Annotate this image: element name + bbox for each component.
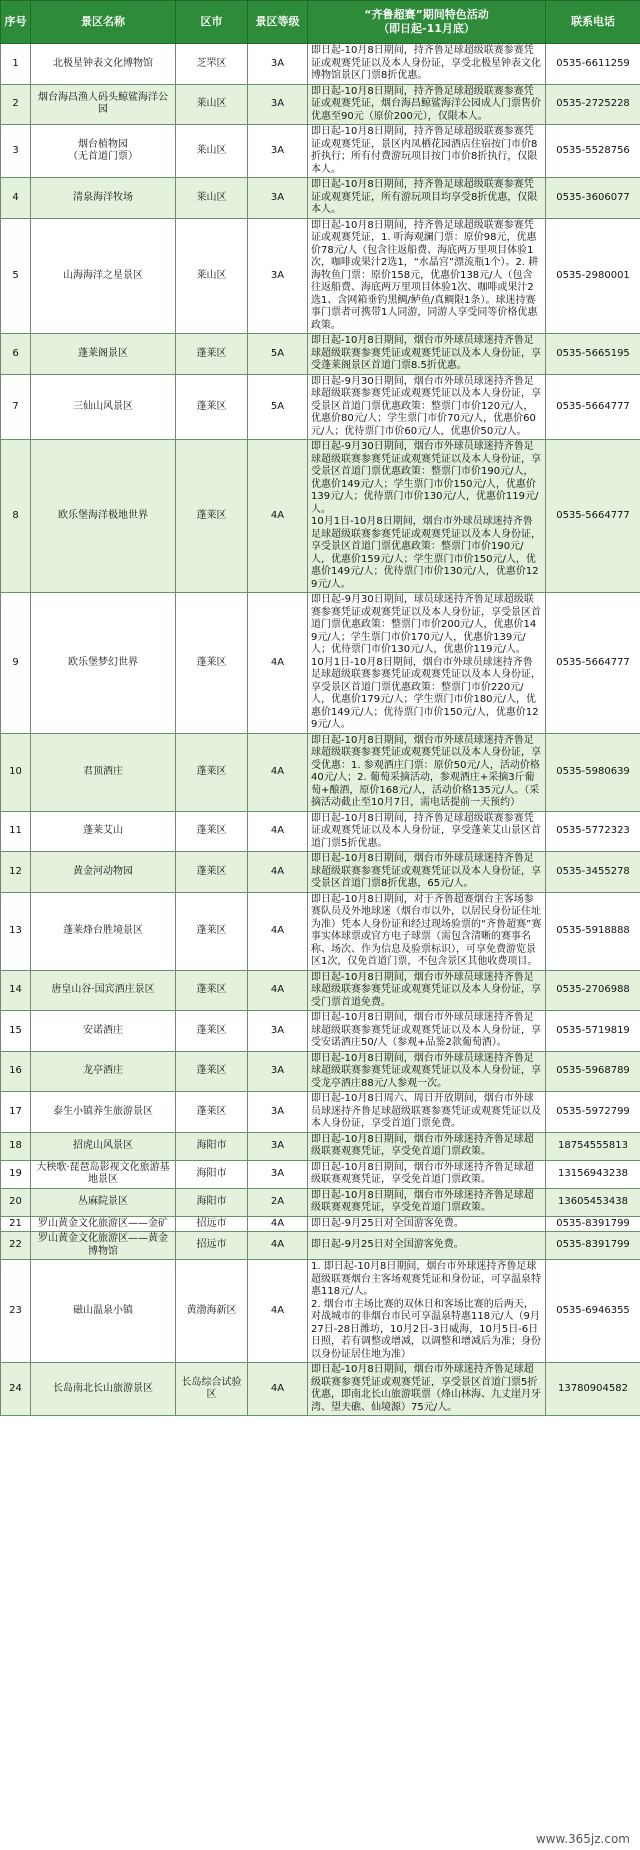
scenic-level: 5A [248, 374, 308, 440]
district: 莱山区 [176, 125, 248, 178]
district: 莱山区 [176, 84, 248, 125]
activity-description: 即日起-10月8日期间，烟台市外球员球迷持齐鲁足球超级联赛参赛凭证或观赛凭证以及本人身份证，享受优惠：1. 参观酒庄门票：原价50元/人，活动价格40元/人；2. 葡萄采摘活动，参观酒庄+采摘3斤葡萄+酿酒，原价168元/人，活动价格135元/人。（采摘活动截止至10月7日，需电话提前一天预约） [308, 733, 546, 811]
scenic-name: 欧乐堡梦幻世界 [31, 593, 176, 734]
scenic-name: 罗山黄金文化旅游区——金矿 [31, 1216, 176, 1232]
activity-description: 即日起-10月8日期间，烟台市外球迷持齐鲁足球超级联赛观赛凭证，享受免首道门票政策。 [308, 1132, 546, 1160]
table-row [1, 1160, 640, 1188]
district: 招远市 [176, 1216, 248, 1232]
activity-description: 即日起-10月8日期间，烟台市外球员球迷持齐鲁足球超级联赛参赛凭证或观赛凭证以及本人身份证，享受景区首道门票8折优惠，65元/人。 [308, 852, 546, 893]
activity-description: 1. 即日起-10月8日期间，烟台市外球迷持齐鲁足球超级联赛烟台主客场观赛凭证和身份证，可享温泉特惠118元/人。 2. 烟台市主场比赛的双休日和客场比赛的后两天，对战城市的非烟台市民可享温泉特惠118元/人（9月27日-28日潍坊，10月2日-3日威海，10月5日-6日日照，若有调整或增减，以调整和增减后为准；身份以身份证居住地为准） [308, 1260, 546, 1363]
table-row [1, 733, 640, 811]
row-number: 16 [1, 1051, 31, 1092]
district: 蓬莱区 [176, 1092, 248, 1133]
activity-description: 即日起-10月8日期间，持齐鲁足球超级联赛参赛凭证或观赛凭证，所有游玩项目均享受8折优惠，仅限本人。 [308, 178, 546, 219]
activity-description: 即日起-10月8日周六、周日开放期间，烟台市外球员球迷持齐鲁足球超级联赛参赛凭证或观赛凭证以及本人身份证，享受首道门票免费。 [308, 1092, 546, 1133]
district: 黄渤海新区 [176, 1260, 248, 1363]
scenic-level: 4A [248, 1216, 308, 1232]
contact-phone: 18754555813 [546, 1132, 640, 1160]
scenic-level: 5A [248, 334, 308, 375]
table-row [1, 892, 640, 970]
district: 蓬莱区 [176, 1051, 248, 1092]
header-activity [308, 1, 546, 44]
table-row [1, 1051, 640, 1092]
district: 海阳市 [176, 1160, 248, 1188]
scenic-name: 罗山黄金文化旅游区——黄金博物馆 [31, 1232, 176, 1260]
district: 蓬莱区 [176, 811, 248, 852]
scenic-level: 3A [248, 44, 308, 85]
activity-description: 即日起-9月25日对全国游客免费。 [308, 1216, 546, 1232]
header-phone: 联系电话 [546, 1, 640, 44]
row-number: 17 [1, 1092, 31, 1133]
activity-description: 即日起-10月8日期间，对于齐鲁超赛烟台主客场参赛队员及外地球迷（烟台市以外，以居民身份证住址为准）凭本人身份证和经过现场验票的“齐鲁超赛”赛事实体球票或官方电子球票（需包含清晰的赛事名称、场次、作为信息及验票标识），可享免费游览景区1次，仅免首道门票，不包含景区其他收费项目。 [308, 892, 546, 970]
district: 蓬莱区 [176, 970, 248, 1011]
activity-description: 即日起-10月8日期间，烟台市外球迷持齐鲁足球超级联赛观赛凭证，享受免首道门票政策。 [308, 1160, 546, 1188]
table-header [1, 1, 640, 44]
scenic-level: 3A [248, 1051, 308, 1092]
activity-description: 即日起-9月30日期间，球员球迷持齐鲁足球超级联赛参赛凭证或观赛凭证以及本人身份证，享受景区首道门票优惠政策：整票门市价200元/人，优惠价149元/人；学生票门市价170元/人，优惠价139元/人；优待票门市价130元/人，优惠价119元/人。 10月1日-10月8日期间，烟台市外球员球迷持齐鲁足球超级联赛参赛凭证或观赛凭证以及本人身份证，享受景区首道门票优惠政策：整票门市价220元/人，优惠价179元/人；学生票门市价180元/人，优惠价149元/人；优待票门市价150元/人，优惠价129元/人。 [308, 593, 546, 734]
table-row [1, 1232, 640, 1260]
scenic-level: 4A [248, 1363, 308, 1416]
district: 蓬莱区 [176, 892, 248, 970]
district: 蓬莱区 [176, 440, 248, 593]
contact-phone: 0535-6611259 [546, 44, 640, 85]
scenic-level: 4A [248, 970, 308, 1011]
table-row [1, 334, 640, 375]
scenic-level: 4A [248, 593, 308, 734]
activity-description: 即日起-10月8日期间，持齐鲁足球超级联赛参赛凭证或观赛凭证以及本人身份证，享受蓬莱艾山景区首道门票5折优惠。 [308, 811, 546, 852]
row-number: 3 [1, 125, 31, 178]
contact-phone: 0535-8391799 [546, 1232, 640, 1260]
row-number: 2 [1, 84, 31, 125]
row-number: 19 [1, 1160, 31, 1188]
district: 招远市 [176, 1232, 248, 1260]
row-number: 7 [1, 374, 31, 440]
activity-description: 即日起-10月8日期间，持齐鲁足球超级联赛参赛凭证或观赛凭证，烟台海昌鲸鲨海洋公园成人门票售价优惠至90元（原价200元），仅限本人。 [308, 84, 546, 125]
row-number: 9 [1, 593, 31, 734]
activity-description: 即日起-9月25日对全国游客免费。 [308, 1232, 546, 1260]
scenic-level: 3A [248, 1132, 308, 1160]
row-number: 13 [1, 892, 31, 970]
row-number: 6 [1, 334, 31, 375]
row-number: 23 [1, 1260, 31, 1363]
table-row [1, 218, 640, 334]
scenic-name: 君顶酒庄 [31, 733, 176, 811]
scenic-name: 安诺酒庄 [31, 1011, 176, 1052]
scenic-name: 泰生小镇养生旅游景区 [31, 1092, 176, 1133]
activity-description: 即日起-10月8日期间，烟台市外球员球迷持齐鲁足球超级联赛参赛凭证或观赛凭证以及本人身份证，享受蓬莱阁景区首道门票8.5折优惠。 [308, 334, 546, 375]
contact-phone: 0535-5664777 [546, 440, 640, 593]
row-number: 4 [1, 178, 31, 219]
district: 蓬莱区 [176, 852, 248, 893]
scenic-level: 4A [248, 892, 308, 970]
row-number: 24 [1, 1363, 31, 1416]
contact-phone: 0535-3455278 [546, 852, 640, 893]
scenic-level: 3A [248, 1160, 308, 1188]
table-row [1, 44, 640, 85]
table-row [1, 178, 640, 219]
header-level: 景区等级 [248, 1, 308, 44]
header-area: 区市 [176, 1, 248, 44]
scenic-name: 唐皇山谷·国宾酒庄景区 [31, 970, 176, 1011]
table-row [1, 852, 640, 893]
row-number: 21 [1, 1216, 31, 1232]
activity-description: 即日起-10月8日期间，烟台市外球员球迷持齐鲁足球超级联赛参赛凭证或观赛凭证以及本人身份证，享受龙亭酒庄88元/人参观一次。 [308, 1051, 546, 1092]
scenic-level: 4A [248, 440, 308, 593]
scenic-name: 山海海洋之星景区 [31, 218, 176, 334]
table-row [1, 84, 640, 125]
contact-phone: 0535-5918888 [546, 892, 640, 970]
row-number: 10 [1, 733, 31, 811]
table-row [1, 374, 640, 440]
table-row [1, 1011, 640, 1052]
header-name: 景区名称 [31, 1, 176, 44]
table-row [1, 1188, 640, 1216]
row-number: 11 [1, 811, 31, 852]
district: 蓬莱区 [176, 334, 248, 375]
watermark: www.365jz.com [532, 1832, 634, 1846]
activity-description: 即日起-9月30日期间，烟台市外球员球迷持齐鲁足球超级联赛参赛凭证或观赛凭证以及本人身份证，享受景区首道门票优惠政策：整票门市价120元/人，优惠价80元/人；学生票门市价70元/人，优惠价60元/人；优待票门市价60元/人，优惠价50元/人。 [308, 374, 546, 440]
contact-phone: 0535-6946355 [546, 1260, 640, 1363]
table-row [1, 440, 640, 593]
scenic-level: 4A [248, 733, 308, 811]
header-activity-line2: （即日起-11月底） [378, 22, 475, 35]
activity-description: 即日起-10月8日期间，烟台市外球迷持齐鲁足球超级联赛观赛凭证，享受免首道门票政策。 [308, 1188, 546, 1216]
scenic-name: 北极星钟表文化博物馆 [31, 44, 176, 85]
district: 蓬莱区 [176, 593, 248, 734]
contact-phone: 0535-5968789 [546, 1051, 640, 1092]
district: 蓬莱区 [176, 1011, 248, 1052]
contact-phone: 13605453438 [546, 1188, 640, 1216]
contact-phone: 0535-5972799 [546, 1092, 640, 1133]
contact-phone: 0535-8391799 [546, 1216, 640, 1232]
scenic-name: 蓬莱烽台胜境景区 [31, 892, 176, 970]
district: 莱山区 [176, 178, 248, 219]
header-activity-line1: “齐鲁超赛”期间特色活动 [364, 8, 489, 21]
contact-phone: 13156943238 [546, 1160, 640, 1188]
table-row [1, 1216, 640, 1232]
row-number: 22 [1, 1232, 31, 1260]
contact-phone: 0535-5772323 [546, 811, 640, 852]
activity-description: 即日起-10月8日期间，持齐鲁足球超级联赛参赛凭证或观赛凭证以及本人身份证，享受北极星钟表文化博物馆景区门票8折优惠。 [308, 44, 546, 85]
scenic-name: 丛麻院景区 [31, 1188, 176, 1216]
table-row [1, 1092, 640, 1133]
contact-phone: 0535-5665195 [546, 334, 640, 375]
scenic-level: 4A [248, 1232, 308, 1260]
district: 蓬莱区 [176, 733, 248, 811]
scenic-level: 4A [248, 1260, 308, 1363]
district: 芝罘区 [176, 44, 248, 85]
contact-phone: 0535-3606077 [546, 178, 640, 219]
district: 蓬莱区 [176, 374, 248, 440]
table-row [1, 593, 640, 734]
scenic-name: 磁山温泉小镇 [31, 1260, 176, 1363]
contact-phone: 0535-2706988 [546, 970, 640, 1011]
scenic-name: 长岛南北长山旅游景区 [31, 1363, 176, 1416]
scenic-level: 4A [248, 811, 308, 852]
table-row [1, 1260, 640, 1363]
row-number: 8 [1, 440, 31, 593]
scenic-level: 3A [248, 1011, 308, 1052]
contact-phone: 0535-5980639 [546, 733, 640, 811]
district: 长岛综合试验区 [176, 1363, 248, 1416]
contact-phone: 0535-2725228 [546, 84, 640, 125]
scenic-level: 3A [248, 84, 308, 125]
activity-description: 即日起-10月8日期间，烟台市外球迷持齐鲁足球超级联赛参赛凭证或观赛凭证，享受景区首道门票5折优惠，即南北长山旅游联票（烽山林海、九丈崖月牙湾、望夫礁、仙境源）75元/人。 [308, 1363, 546, 1416]
district: 莱山区 [176, 218, 248, 334]
scenic-level: 4A [248, 852, 308, 893]
scenic-name: 蓬莱艾山 [31, 811, 176, 852]
scenic-name: 蓬莱阁景区 [31, 334, 176, 375]
activity-description: 即日起-9月30日期间，烟台市外球员球迷持齐鲁足球超级联赛参赛凭证或观赛凭证以及本人身份证，享受景区首道门票优惠政策：整票门市价190元/人，优惠价149元/人；学生票门市价150元/人，优惠价139元/人；优待票门市价130元/人，优惠价119元/人。 10月1日-10月8日期间，烟台市外球员球迷持齐鲁足球超级联赛参赛凭证或观赛凭证以及本人身份证，享受景区首道门票优惠政策：整票门市价190元/人，优惠价159元/人；学生票门市价150元/人，优惠价149元/人；优待票门市价130元/人，优惠价129元/人。 [308, 440, 546, 593]
activity-description: 即日起-10月8日期间，烟台市外球员球迷持齐鲁足球超级联赛参赛凭证或观赛凭证以及本人身份证，享受安诺酒庄50/人（参观+品鉴2款葡萄酒）。 [308, 1011, 546, 1052]
scenic-level: 3A [248, 218, 308, 334]
scenic-level: 3A [248, 125, 308, 178]
row-number: 14 [1, 970, 31, 1011]
header-no: 序号 [1, 1, 31, 44]
activity-description: 即日起-10月8日期间，持齐鲁足球超级联赛参赛凭证或观赛凭证，1. 听海观澜门票：原价98元，优惠价78元/人（包含往返船费、海底两万里项目体验1次，咖啡或果汁2选1，“水晶宫”漂流瓶1个）。2. 耕海牧鱼门票：原价158元，优惠价138元/人（包含往返船费、海底两万里项目体验1次、咖啡或果汁2选1、含网箱垂钓黑鲷/鲈鱼/真鲷限1条）。球迷持赛事门票者可携带1人同游，同游人享受同等价格优惠政策。 [308, 218, 546, 334]
contact-phone: 13780904582 [546, 1363, 640, 1416]
scenic-name: 烟台海昌渔人码头鲸鲨海洋公园 [31, 84, 176, 125]
scenic-name: 龙亭酒庄 [31, 1051, 176, 1092]
scenic-level: 2A [248, 1188, 308, 1216]
scenic-name: 招虎山风景区 [31, 1132, 176, 1160]
scenic-level: 3A [248, 178, 308, 219]
scenic-name: 烟台植物园 （无首道门票） [31, 125, 176, 178]
scenic-name: 欧乐堡海洋极地世界 [31, 440, 176, 593]
row-number: 18 [1, 1132, 31, 1160]
row-number: 5 [1, 218, 31, 334]
table-row [1, 811, 640, 852]
scenic-level: 3A [248, 1092, 308, 1133]
table-row [1, 1363, 640, 1416]
scenic-name: 三仙山风景区 [31, 374, 176, 440]
table-row [1, 1132, 640, 1160]
district: 海阳市 [176, 1188, 248, 1216]
scenic-name: 清泉海洋牧场 [31, 178, 176, 219]
scenic-name: 黄金河动物园 [31, 852, 176, 893]
contact-phone: 0535-5664777 [546, 593, 640, 734]
activity-description: 即日起-10月8日期间，烟台市外球员球迷持齐鲁足球超级联赛参赛凭证或观赛凭证以及本人身份证，享受门票首道免费。 [308, 970, 546, 1011]
table-body [1, 44, 640, 1416]
contact-phone: 0535-5528756 [546, 125, 640, 178]
scenic-name: 大秧歌·琵琶岛影视文化旅游基地景区 [31, 1160, 176, 1188]
contact-phone: 0535-5719819 [546, 1011, 640, 1052]
table-row [1, 970, 640, 1011]
row-number: 20 [1, 1188, 31, 1216]
row-number: 12 [1, 852, 31, 893]
table-row [1, 125, 640, 178]
contact-phone: 0535-5664777 [546, 374, 640, 440]
activity-description: 即日起-10月8日期间，持齐鲁足球超级联赛参赛凭证或观赛凭证，景区内凤栖花园酒店住宿按门市价8折执行；所有付费游玩项目按门市价8折执行，仅限本人。 [308, 125, 546, 178]
contact-phone: 0535-2980001 [546, 218, 640, 334]
district: 海阳市 [176, 1132, 248, 1160]
row-number: 1 [1, 44, 31, 85]
row-number: 15 [1, 1011, 31, 1052]
